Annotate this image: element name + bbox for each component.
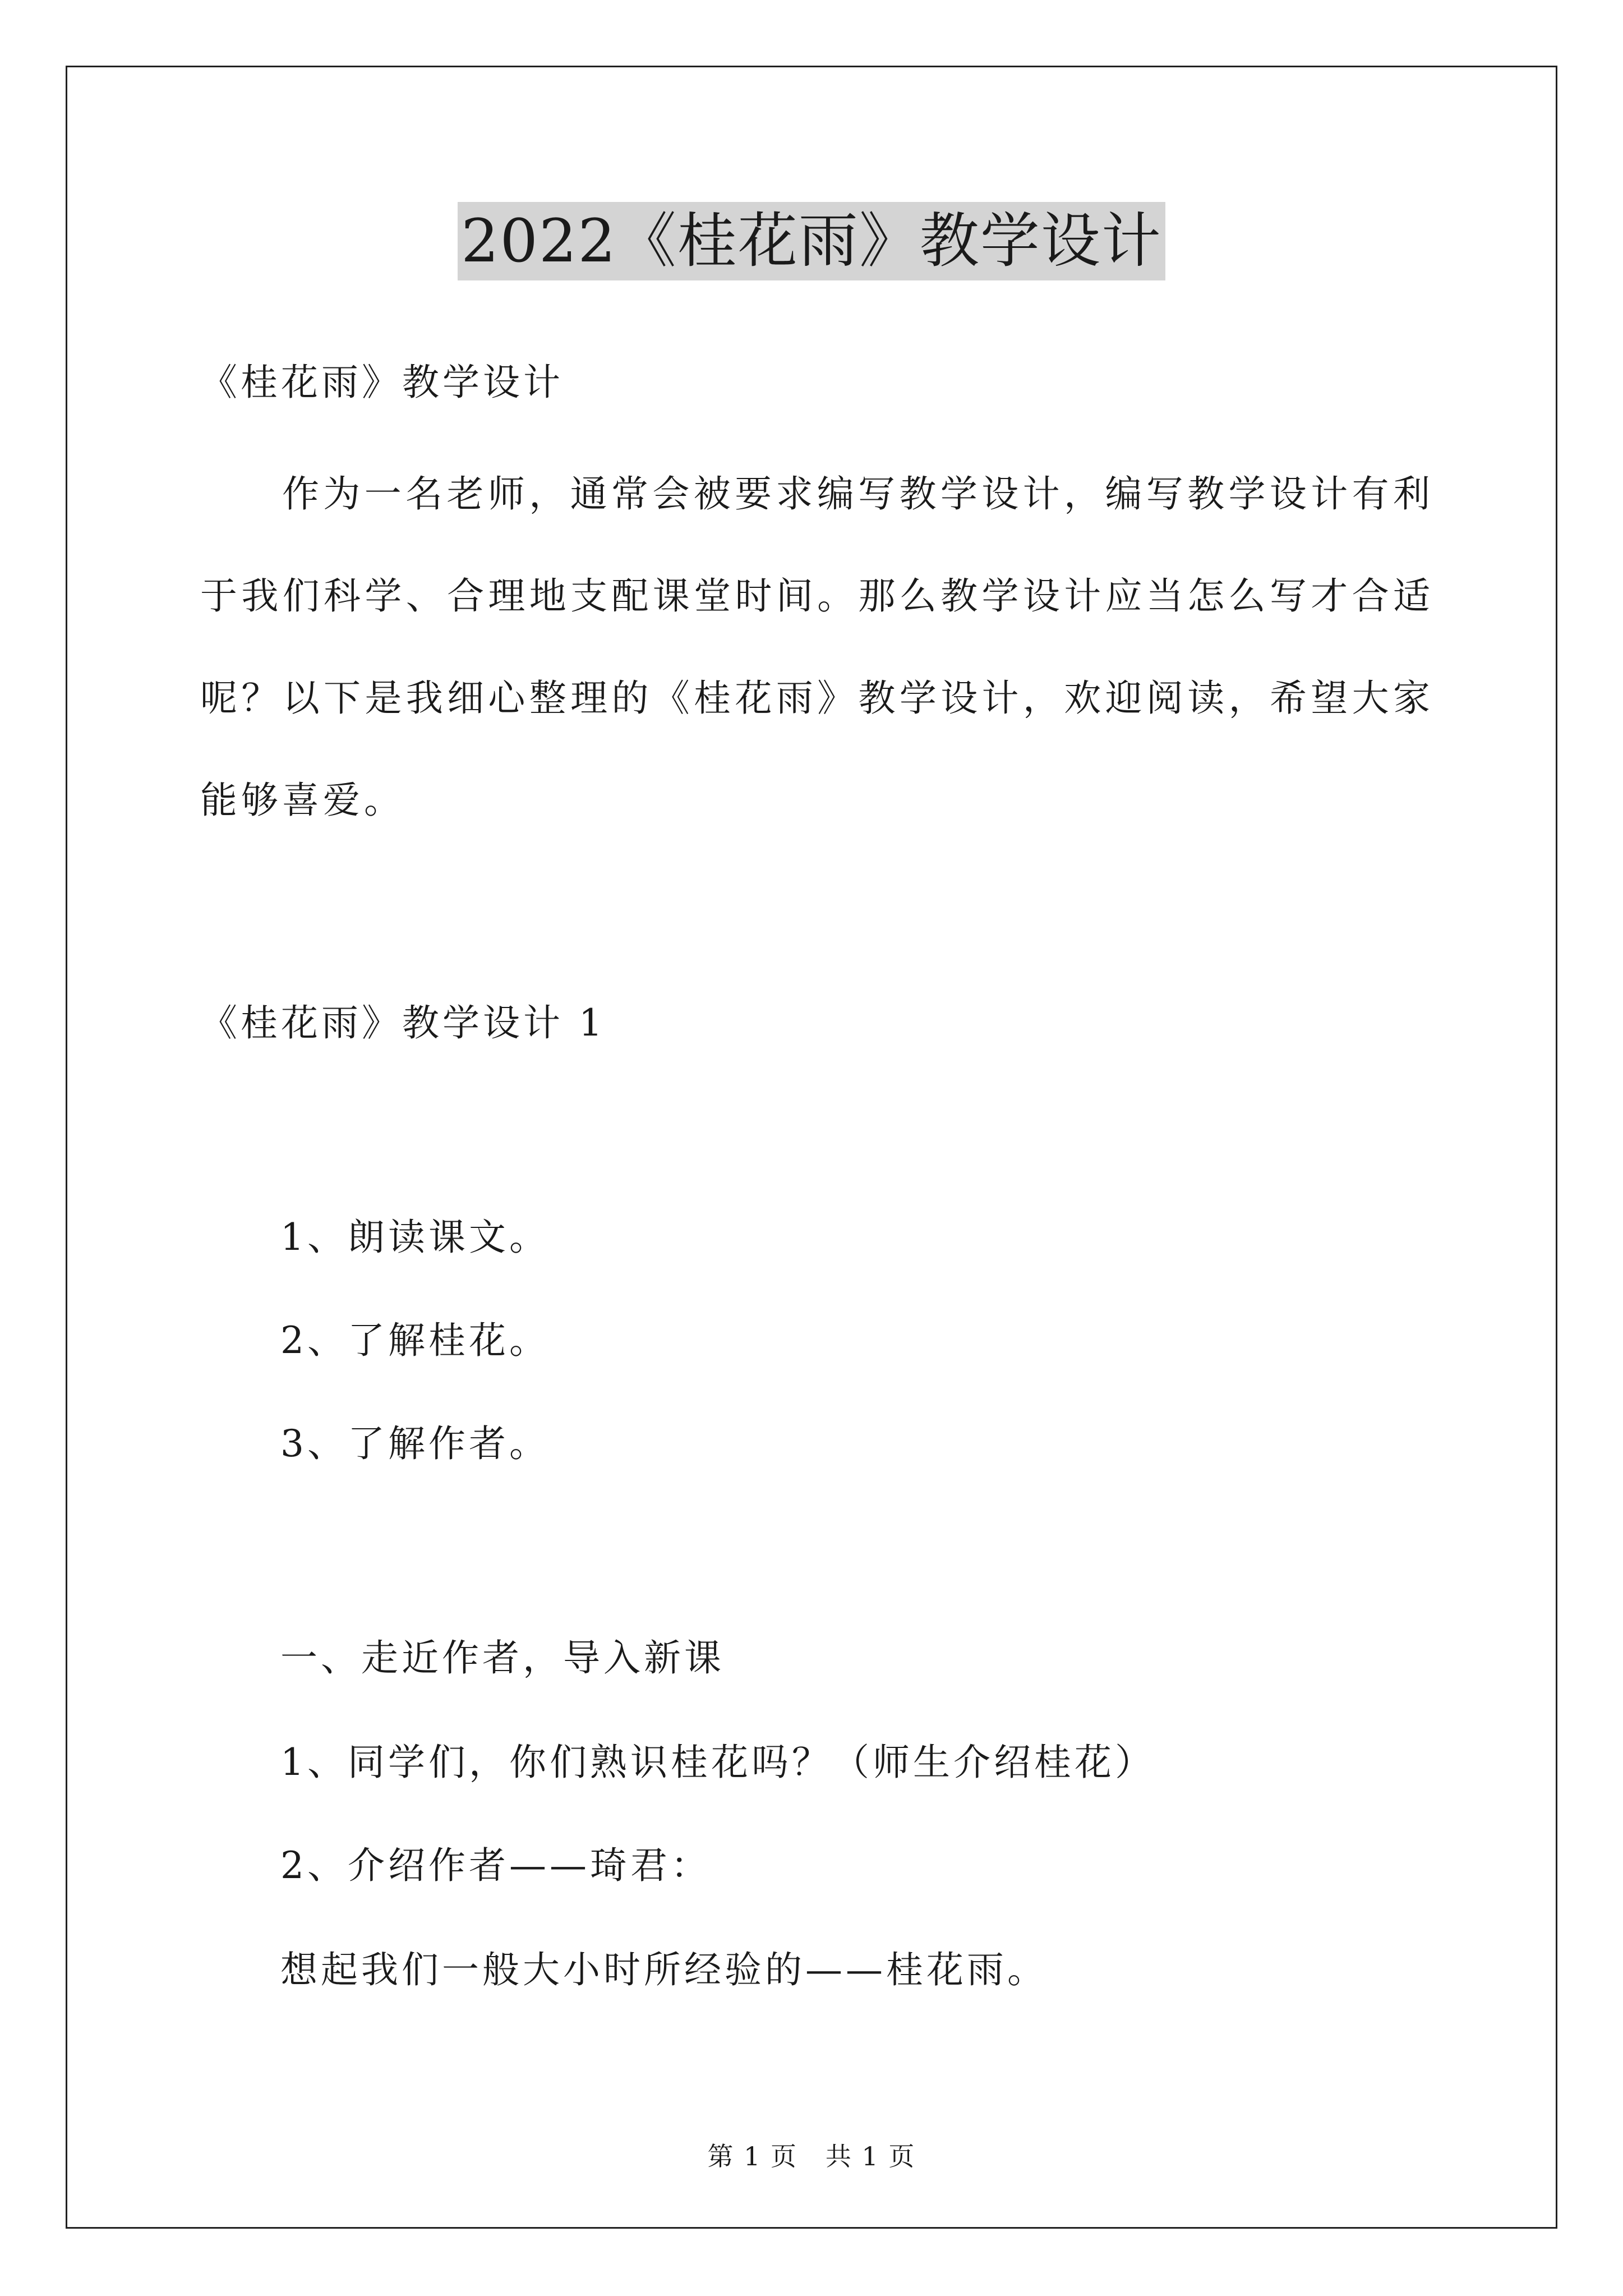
goal-item: 2、了解桂花。 — [280, 1319, 550, 1362]
step-item: 1、同学们，你们熟识桂花吗？（师生介绍桂花） — [280, 1741, 1155, 1784]
document-title: 2022《桂花雨》教学设计 — [458, 202, 1165, 280]
title-container — [0, 202, 1623, 280]
subtitle: 《桂花雨》教学设计 — [200, 361, 564, 404]
goal-item: 1、朗读课文。 — [280, 1216, 550, 1259]
goal-item: 3、了解作者。 — [280, 1422, 550, 1465]
page-footer: 第 1 页 共 1 页 — [707, 2141, 916, 2171]
step-item: 2、介绍作者——琦君： — [280, 1844, 711, 1887]
step-item: 想起我们一般大小时所经验的——桂花雨。 — [280, 1948, 1048, 1991]
part-heading: 一、走近作者，导入新课 — [280, 1636, 725, 1680]
section-heading: 《桂花雨》教学设计 1 — [200, 1001, 606, 1045]
intro-paragraph: 作为一名老师，通常会被要求编写教学设计，编写教学设计有利于我们科学、合理地支配课堂时间。那么教学设计应当怎么写才合适呢？以下是我细心整理的《桂花雨》教学设计，欢迎阅读，希望大家能够喜爱。 — [200, 472, 1434, 822]
